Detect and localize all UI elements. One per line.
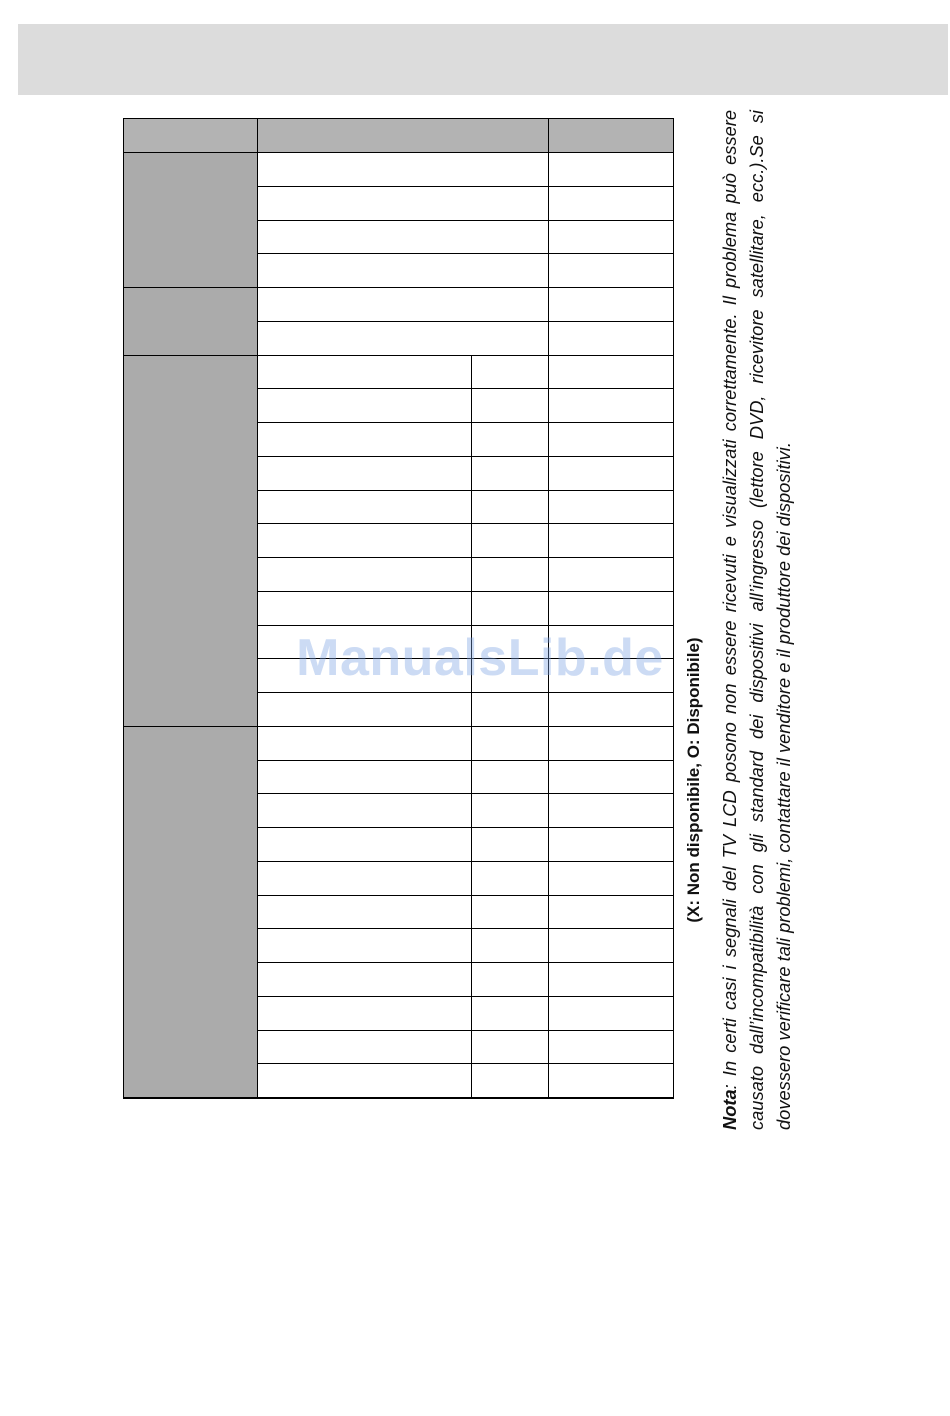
table-row-line	[257, 996, 674, 997]
table-row-line	[123, 726, 674, 727]
table-row-line	[257, 1030, 674, 1031]
table-row-line	[257, 186, 674, 187]
table-header-cell	[123, 118, 258, 153]
table-row-line	[257, 928, 674, 929]
table-row-line	[257, 760, 674, 761]
table-row-line	[123, 1097, 674, 1098]
table-header-cell	[548, 118, 674, 153]
table-row-line	[257, 490, 674, 491]
table-row-line	[257, 861, 674, 862]
table-row-line	[123, 287, 674, 288]
table-row-line	[257, 625, 674, 626]
table-row-line	[123, 355, 674, 356]
table-row-line	[257, 591, 674, 592]
table-group-cell	[123, 726, 258, 1099]
table-row-line	[257, 220, 674, 221]
table-group-cell	[123, 287, 258, 356]
column-divider	[471, 355, 472, 1099]
table-row-line	[257, 557, 674, 558]
table-row-line	[257, 793, 674, 794]
table-row-line	[257, 253, 674, 254]
table-header-cell	[257, 118, 549, 153]
table-row-line	[257, 523, 674, 524]
legend-text: (X: Non disponibile, O: Disponibile)	[684, 637, 703, 923]
table-row-line	[257, 388, 674, 389]
table-row-line	[257, 827, 674, 828]
table-row-line	[257, 422, 674, 423]
table-row-line	[257, 962, 674, 963]
table-group-cell	[123, 152, 258, 288]
table-row-line	[257, 1063, 674, 1064]
table-row-line	[257, 692, 674, 693]
table-group-cell	[123, 355, 258, 727]
table-row-line	[257, 895, 674, 896]
note-block	[680, 100, 830, 1130]
availability-legend	[684, 430, 704, 1130]
table-row-line	[257, 321, 674, 322]
watermark-text: ManualsLib.de	[296, 629, 664, 687]
note-label: Nota	[719, 1089, 740, 1130]
table-row-line	[257, 456, 674, 457]
note-text: : In certi casi i segnali del TV LCD posono non essere ricevuti e visualizzati correttamente. Il problema può essere causato dall’incompatibilità con gli standard dei dispositivi all’ingresso (lettore DVD, ricevitore satellitare, ecc.).Se si dovessero verificare tali problemi, contattare il venditore e il produttore dei dispositivi.	[719, 110, 794, 1130]
note-paragraph	[716, 110, 797, 1130]
